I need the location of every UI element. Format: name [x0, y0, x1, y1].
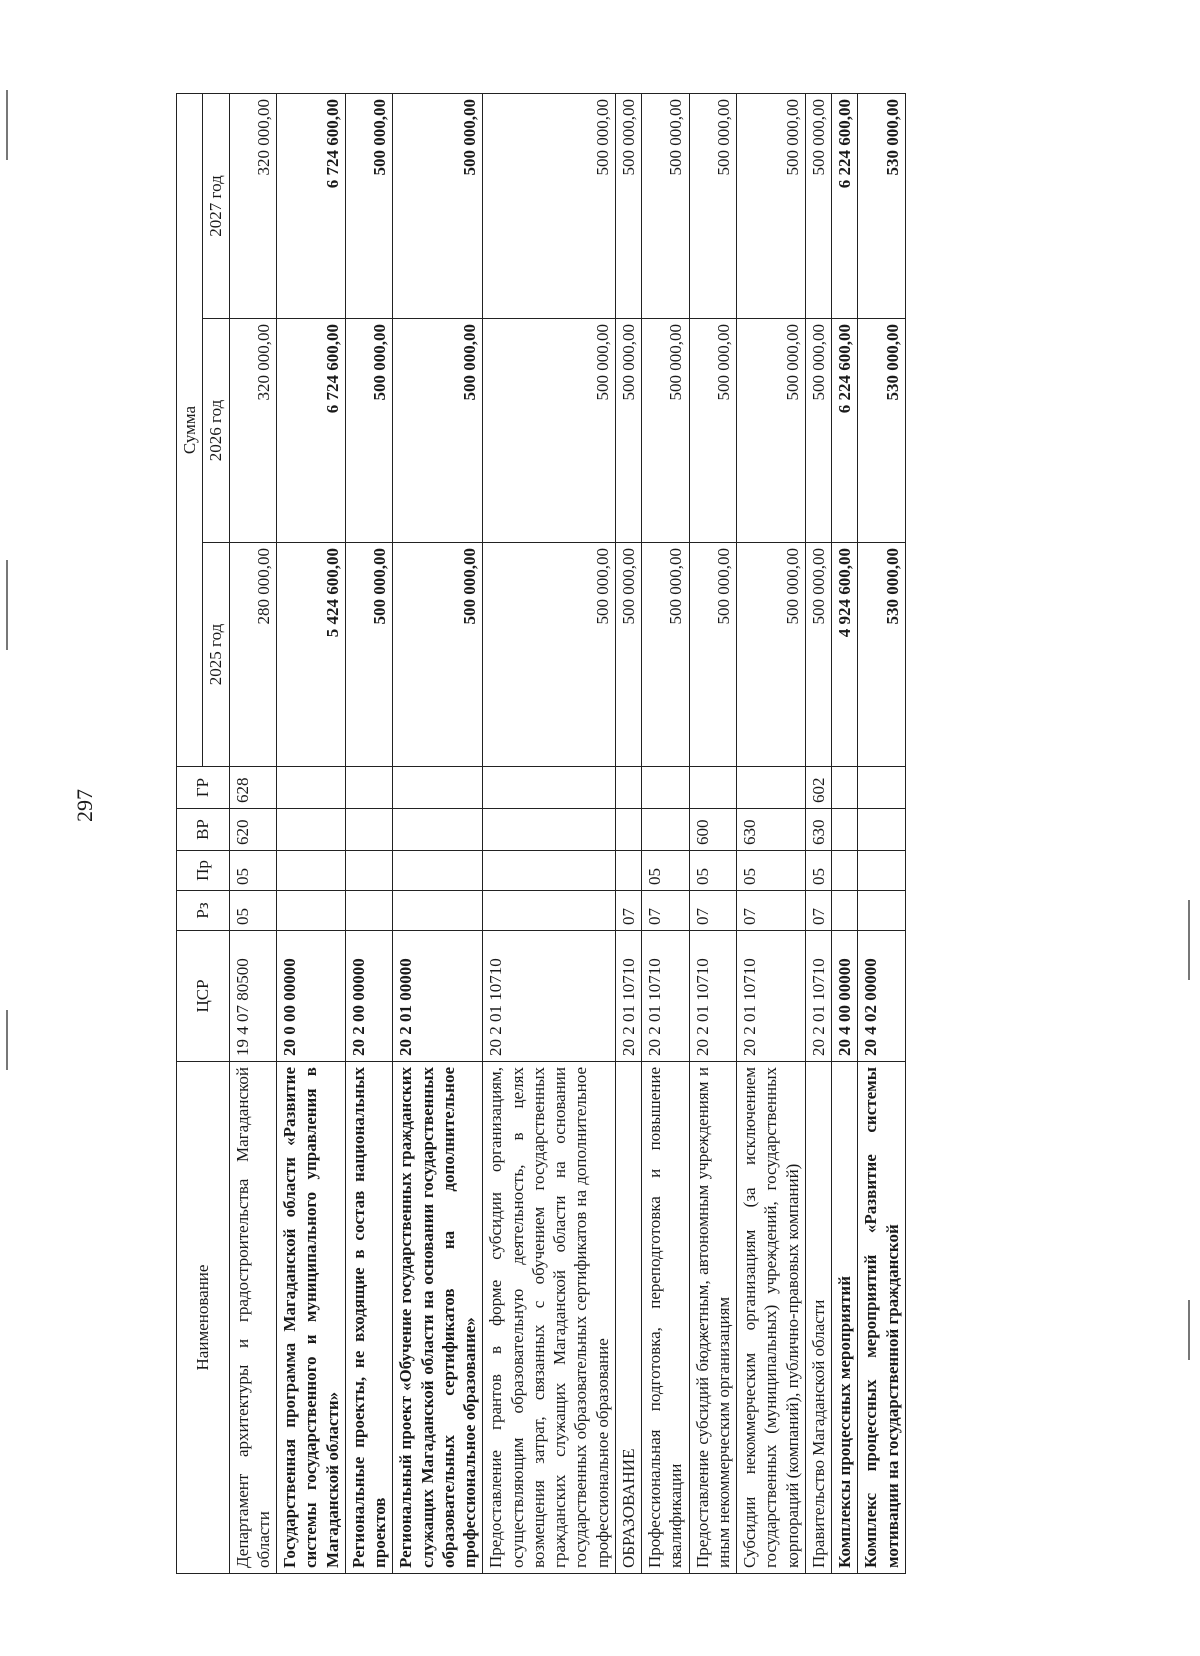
- row-pr: [832, 851, 858, 891]
- header-2027: 2027 год: [203, 93, 229, 318]
- row-vr: 620: [229, 809, 277, 851]
- row-gr: [832, 767, 858, 809]
- row-2025: 500 000,00: [615, 543, 641, 767]
- row-2027: 500 000,00: [615, 93, 641, 318]
- row-vr: [832, 809, 858, 851]
- row-pr: [345, 851, 393, 891]
- header-gr: ГР: [177, 767, 230, 809]
- row-2027: 530 000,00: [858, 93, 906, 318]
- budget-table: [176, 93, 906, 1574]
- row-name: ОБРАЗОВАНИЕ: [615, 1062, 641, 1574]
- row-2027: 500 000,00: [737, 93, 806, 318]
- row-rz: [858, 891, 906, 931]
- table-row: [737, 93, 806, 1573]
- row-2026: 6 724 600,00: [277, 319, 346, 543]
- row-2025: 280 000,00: [229, 543, 277, 767]
- row-rz: [483, 891, 616, 931]
- row-csr: 19 4 07 80500: [229, 931, 277, 1062]
- row-vr: 630: [805, 809, 831, 851]
- header-sum: Сумма: [177, 93, 203, 766]
- row-vr: [345, 809, 393, 851]
- table-row: [483, 93, 616, 1573]
- row-2027: 6 724 600,00: [277, 93, 346, 318]
- header-rz: Рз: [177, 891, 230, 931]
- row-csr: 20 2 01 10710: [689, 931, 737, 1062]
- row-pr: [393, 851, 483, 891]
- row-rz: 07: [737, 891, 806, 931]
- scan-edge-mark: [1188, 1300, 1190, 1360]
- row-gr: [483, 767, 616, 809]
- row-pr: 05: [737, 851, 806, 891]
- row-2025: 5 424 600,00: [277, 543, 346, 767]
- row-csr: 20 2 01 10710: [615, 931, 641, 1062]
- page-number: 297: [72, 789, 97, 822]
- row-csr: 20 2 00 00000: [345, 931, 393, 1062]
- row-pr: [483, 851, 616, 891]
- header-csr: ЦСР: [177, 931, 230, 1062]
- row-rz: 07: [805, 891, 831, 931]
- row-csr: 20 4 00 00000: [832, 931, 858, 1062]
- row-name: Комплексы процессных мероприятий: [832, 1062, 858, 1574]
- row-2026: 500 000,00: [805, 319, 831, 543]
- header-2025: 2025 год: [203, 543, 229, 767]
- row-2025: 530 000,00: [858, 543, 906, 767]
- table-row: [615, 93, 641, 1573]
- scan-edge-mark: [6, 1010, 8, 1070]
- row-csr: 20 4 02 00000: [858, 931, 906, 1062]
- row-2027: 500 000,00: [805, 93, 831, 318]
- row-name: Комплекс процессных мероприятий «Развитие системы мотивации на государственной гражданской: [858, 1062, 906, 1574]
- table-row: [642, 93, 690, 1573]
- row-rz: 07: [689, 891, 737, 931]
- row-2026: 500 000,00: [689, 319, 737, 543]
- row-gr: [737, 767, 806, 809]
- row-csr: 20 2 01 10710: [642, 931, 690, 1062]
- table-row: [805, 93, 831, 1573]
- row-rz: [393, 891, 483, 931]
- row-2025: 500 000,00: [737, 543, 806, 767]
- table-row: [689, 93, 737, 1573]
- row-2027: 6 224 600,00: [832, 93, 858, 318]
- row-2026: 500 000,00: [615, 319, 641, 543]
- table-row: [393, 93, 483, 1573]
- row-2027: 500 000,00: [642, 93, 690, 318]
- row-2026: 500 000,00: [393, 319, 483, 543]
- header-2026: 2026 год: [203, 319, 229, 543]
- row-2026: 6 224 600,00: [832, 319, 858, 543]
- row-2027: 320 000,00: [229, 93, 277, 318]
- row-gr: [615, 767, 641, 809]
- row-gr: [858, 767, 906, 809]
- scan-edge-mark: [6, 560, 8, 650]
- row-name: Предоставление субсидий бюджетным, автономным учреждениям и иным некоммерческим организациям: [689, 1062, 737, 1574]
- row-2027: 500 000,00: [483, 93, 616, 318]
- row-gr: [393, 767, 483, 809]
- row-pr: 05: [229, 851, 277, 891]
- row-gr: [277, 767, 346, 809]
- row-2026: 500 000,00: [483, 319, 616, 543]
- row-pr: [277, 851, 346, 891]
- row-name: Департамент архитектуры и градостроительства Магаданской области: [229, 1062, 277, 1574]
- row-vr: [483, 809, 616, 851]
- row-gr: [689, 767, 737, 809]
- row-rz: [345, 891, 393, 931]
- row-name: Региональный проект «Обучение государственных гражданских служащих Магаданской области на основании государственных образовательных сертификатов на дополнительное профессиональное образование»: [393, 1062, 483, 1574]
- scan-edge-mark: [6, 90, 8, 160]
- row-vr: [277, 809, 346, 851]
- row-name: Региональные проекты, не входящие в состав национальных проектов: [345, 1062, 393, 1574]
- row-2026: 530 000,00: [858, 319, 906, 543]
- row-2026: 500 000,00: [345, 319, 393, 543]
- row-pr: [615, 851, 641, 891]
- row-name: Правительство Магаданской области: [805, 1062, 831, 1574]
- header-row: [177, 93, 203, 1573]
- row-csr: 20 2 01 00000: [393, 931, 483, 1062]
- table-row: [229, 93, 277, 1573]
- row-gr: [345, 767, 393, 809]
- row-csr: 20 2 01 10710: [483, 931, 616, 1062]
- header-name: Наименование: [177, 1062, 230, 1574]
- row-csr: 20 2 01 10710: [737, 931, 806, 1062]
- table-row: [832, 93, 858, 1573]
- row-rz: 05: [229, 891, 277, 931]
- row-vr: [858, 809, 906, 851]
- row-pr: 05: [642, 851, 690, 891]
- row-vr: 600: [689, 809, 737, 851]
- row-2025: 500 000,00: [689, 543, 737, 767]
- rotated-table-container: [176, 94, 1116, 1574]
- row-vr: [393, 809, 483, 851]
- table-row: [277, 93, 346, 1573]
- row-2025: 500 000,00: [805, 543, 831, 767]
- row-gr: [642, 767, 690, 809]
- row-name: Субсидии некоммерческим организациям (за исключением государственных (муниципальных) учреждений, государственных корпораций (компаний), публично-правовых компаний): [737, 1062, 806, 1574]
- table-row: [345, 93, 393, 1573]
- row-vr: 630: [737, 809, 806, 851]
- row-2027: 500 000,00: [345, 93, 393, 318]
- row-2025: 500 000,00: [345, 543, 393, 767]
- row-rz: 07: [642, 891, 690, 931]
- row-2025: 500 000,00: [483, 543, 616, 767]
- row-2025: 500 000,00: [642, 543, 690, 767]
- row-rz: 07: [615, 891, 641, 931]
- row-2027: 500 000,00: [393, 93, 483, 318]
- row-gr: 602: [805, 767, 831, 809]
- scan-edge-mark: [1188, 900, 1190, 980]
- table-row: [858, 93, 906, 1573]
- row-2025: 4 924 600,00: [832, 543, 858, 767]
- row-name: Государственная программа Магаданской области «Развитие системы государственного и муниципального управления в Магаданской области»: [277, 1062, 346, 1574]
- row-2026: 500 000,00: [737, 319, 806, 543]
- row-rz: [277, 891, 346, 931]
- row-2027: 500 000,00: [689, 93, 737, 318]
- row-pr: [858, 851, 906, 891]
- row-csr: 20 2 01 10710: [805, 931, 831, 1062]
- row-pr: 05: [805, 851, 831, 891]
- row-vr: [615, 809, 641, 851]
- header-pr: Пр: [177, 851, 230, 891]
- row-vr: [642, 809, 690, 851]
- row-2025: 500 000,00: [393, 543, 483, 767]
- row-gr: 628: [229, 767, 277, 809]
- row-name: Предоставление грантов в форме субсидии организациям, осуществляющим образовательную деятельность, в целях возмещения затрат, связанных с обучением государственных гражданских служащих Магаданской области на основании государственных образовательных сертификатов на дополнительное профессиональное образование: [483, 1062, 616, 1574]
- row-csr: 20 0 00 00000: [277, 931, 346, 1062]
- row-2026: 500 000,00: [642, 319, 690, 543]
- row-pr: 05: [689, 851, 737, 891]
- row-2026: 320 000,00: [229, 319, 277, 543]
- header-vr: ВР: [177, 809, 230, 851]
- row-rz: [832, 891, 858, 931]
- row-name: Профессиональная подготовка, переподготовка и повышение квалификации: [642, 1062, 690, 1574]
